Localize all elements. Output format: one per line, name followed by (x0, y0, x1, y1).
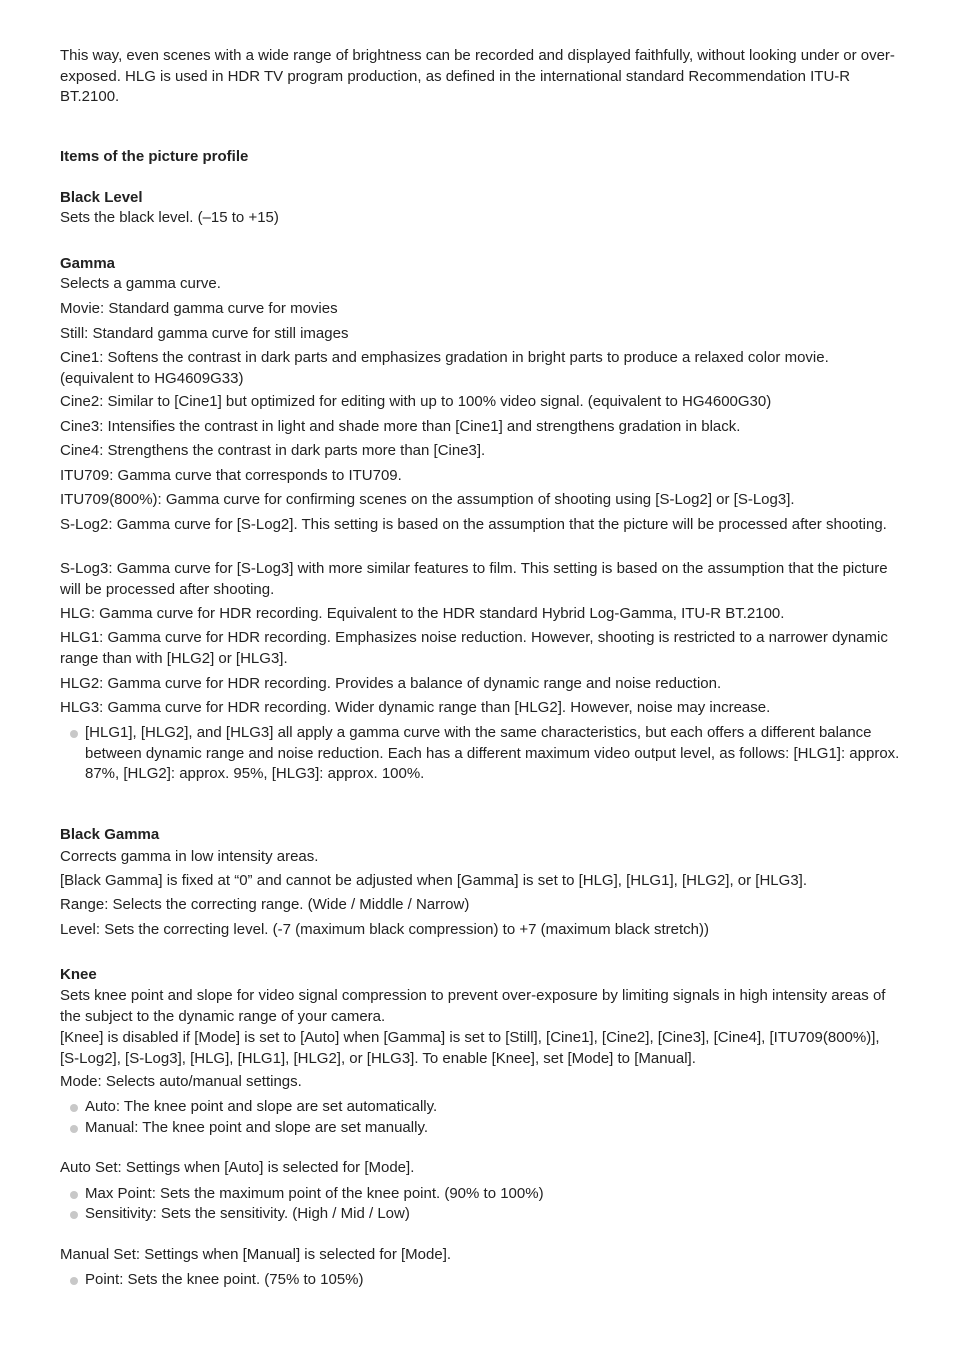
black-gamma-heading: Black Gamma (60, 826, 160, 843)
gamma-line: HLG2: Gamma curve for HDR recording. Provides a balance of dynamic range and noise reduction. (60, 675, 722, 692)
knee-auto-set-item: Max Point: Sets the maximum point of the knee point. (90% to 100%) (85, 1185, 544, 1202)
gamma-line: Cine4: Strengthens the contrast in dark parts more than [Cine3]. (60, 442, 486, 459)
gamma-line: Movie: Standard gamma curve for movies (60, 300, 338, 317)
gamma-line: Selects a gamma curve. (60, 275, 221, 292)
bullet-icon (70, 1211, 78, 1219)
gamma-line: HLG1: Gamma curve for HDR recording. Emphasizes noise reduction. However, shooting is restricted to a narrower dynamic range than with [HLG2] or [HLG3]. (60, 629, 888, 667)
black-gamma-line: Corrects gamma in low intensity areas. (60, 848, 319, 865)
knee-heading: Knee (60, 966, 97, 983)
gamma-line: S-Log2: Gamma curve for [S-Log2]. This setting is based on the assumption that the picture will be processed after shooting. (60, 516, 887, 533)
bullet-icon (70, 730, 78, 738)
gamma-line: Cine1: Softens the contrast in dark parts and emphasizes gradation in bright parts to produce a relaxed color movie. (equivalent to HG4609G33) (60, 349, 829, 387)
gamma-hlg-note: [HLG1], [HLG2], and [HLG3] all apply a gamma curve with the same characteristics, but each offers a different balance between dynamic range and noise reduction. Each has a different maximum video output level, as follows: [HLG1]: approx. 87%, [HLG2]: approx. 95%, [HLG3]: approx. 100%. (85, 724, 900, 782)
knee-mode-label: Mode: Selects auto/manual settings. (60, 1073, 302, 1090)
gamma-line: Cine3: Intensifies the contrast in light and shade more than [Cine1] and strengthens gradation in black. (60, 418, 741, 435)
bullet-icon (70, 1104, 78, 1112)
gamma-line: Cine2: Similar to [Cine1] but optimized for editing with up to 100% video signal. (equivalent to HG4600G30) (60, 393, 772, 410)
bullet-icon (70, 1125, 78, 1133)
knee-mode-item: Auto: The knee point and slope are set automatically. (85, 1098, 438, 1115)
black-gamma-line: [Black Gamma] is fixed at “0” and cannot be adjusted when [Gamma] is set to [HLG], [HLG1], [HLG2], or [HLG3]. (60, 872, 807, 889)
black-gamma-line: Level: Sets the correcting level. (-7 (maximum black compression) to +7 (maximum black stretch)) (60, 921, 709, 938)
gamma-line: S-Log3: Gamma curve for [S-Log3] with more similar features to film. This setting is based on the assumption that the picture will be processed after shooting. (60, 560, 888, 598)
knee-auto-set-label: Auto Set: Settings when [Auto] is selected for [Mode]. (60, 1159, 415, 1176)
items-heading: Items of the picture profile (60, 148, 249, 165)
bullet-icon (70, 1277, 78, 1285)
gamma-line: Still: Standard gamma curve for still images (60, 325, 349, 342)
black-gamma-line: Range: Selects the correcting range. (Wide / Middle / Narrow) (60, 896, 470, 913)
gamma-line: ITU709(800%): Gamma curve for confirming scenes on the assumption of shooting using [S-Log2] or [S-Log3]. (60, 491, 795, 508)
bullet-icon (70, 1191, 78, 1199)
knee-mode-item: Manual: The knee point and slope are set manually. (85, 1119, 428, 1136)
knee-manual-set-label: Manual Set: Settings when [Manual] is selected for [Mode]. (60, 1246, 452, 1263)
knee-desc: Sets knee point and slope for video signal compression to prevent over-exposure by limiting signals in high intensity areas of the subject to the dynamic range of your camera. (60, 987, 886, 1025)
black-level-heading: Black Level (60, 189, 143, 206)
knee-auto-set-item: Sensitivity: Sets the sensitivity. (High / Mid / Low) (85, 1205, 410, 1222)
gamma-heading: Gamma (60, 255, 116, 272)
black-level-desc: Sets the black level. (–15 to +15) (60, 209, 279, 226)
gamma-line: HLG3: Gamma curve for HDR recording. Wider dynamic range than [HLG2]. However, noise may increase. (60, 699, 771, 716)
intro-paragraph: This way, even scenes with a wide range of brightness can be recorded and displayed faithfully, without looking under or over-exposed. HLG is used in HDR TV program production, as defined in the international standard Recommendation ITU-R BT.2100. (60, 47, 895, 105)
gamma-line: ITU709: Gamma curve that corresponds to ITU709. (60, 467, 402, 484)
knee-disabled-note: [Knee] is disabled if [Mode] is set to [Auto] when [Gamma] is set to [Still], [Cine1], [Cine2], [Cine3], [Cine4], [ITU709(800%)], [S-Log2], [S-Log3], [HLG], [HLG1], [HLG2], or [HLG3]. To enable [Knee], set [Mode] to [Manual]. (60, 1029, 880, 1067)
gamma-line: HLG: Gamma curve for HDR recording. Equivalent to the HDR standard Hybrid Log-Gamma, ITU-R BT.2100. (60, 605, 785, 622)
knee-manual-set-item: Point: Sets the knee point. (75% to 105%) (85, 1271, 364, 1288)
